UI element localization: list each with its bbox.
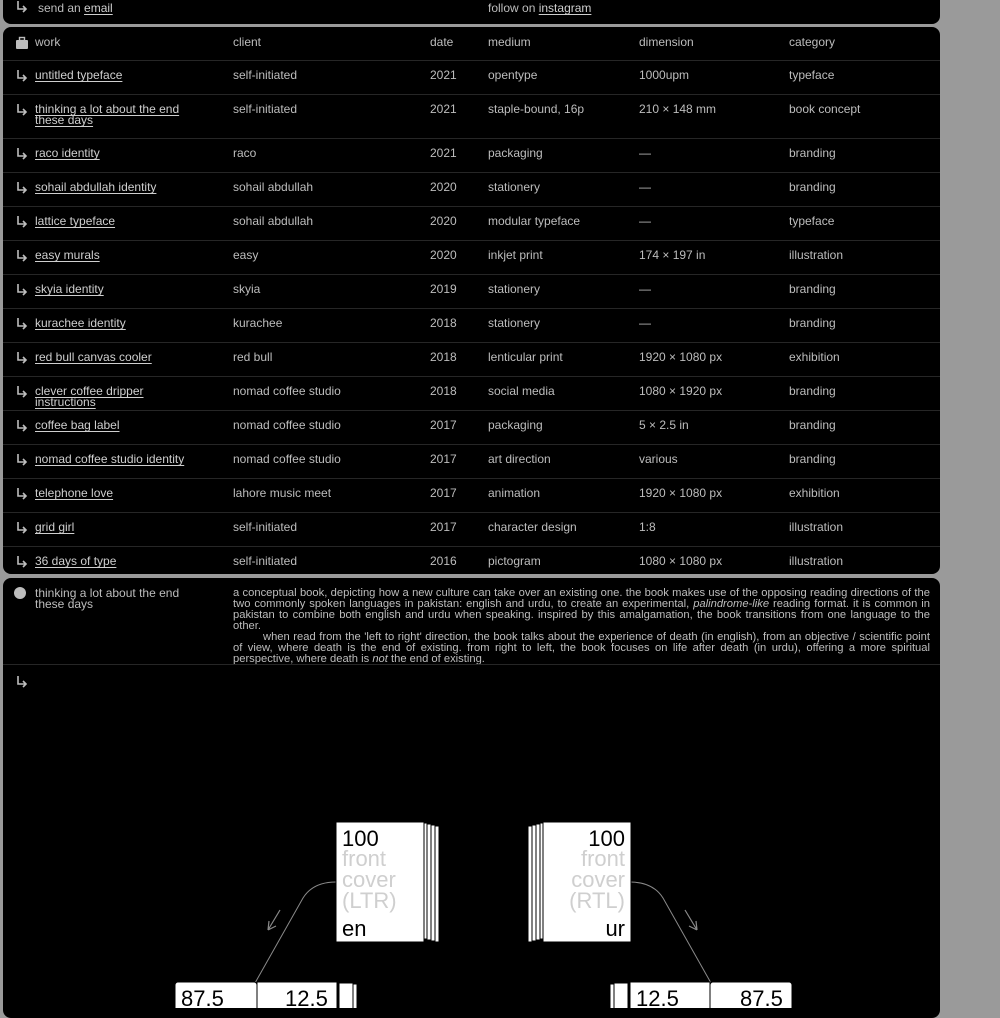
- cell-client: lahore music meet: [233, 486, 332, 500]
- cell-date: 2017: [430, 418, 457, 432]
- cell-client: sohail abdullah: [233, 180, 314, 194]
- desc-part-4: the end of existing.: [390, 653, 485, 665]
- work-link[interactable]: red bull canvas cooler: [35, 350, 152, 364]
- cell-client: red bull: [233, 350, 273, 364]
- cell-medium: lenticular print: [488, 350, 563, 364]
- email-prefix: send an: [38, 1, 81, 15]
- left-book-line2: cover: [342, 867, 396, 892]
- email-link[interactable]: email: [84, 1, 113, 15]
- cell-medium: staple-bound, 16p: [488, 102, 585, 116]
- table-row[interactable]: [3, 546, 940, 574]
- work-link[interactable]: easy murals: [35, 248, 100, 262]
- arrow-down-right-icon: [15, 555, 29, 569]
- work-link[interactable]: untitled typeface: [35, 68, 123, 82]
- cell-client: nomad coffee studio: [233, 452, 341, 466]
- right-connector-line: [630, 882, 711, 983]
- arrow-down-right-icon: [15, 69, 29, 83]
- cell-dimension: 1080 × 1920 px: [639, 384, 723, 398]
- arrow-down-right-icon: [15, 385, 29, 399]
- cell-category: illustration: [789, 520, 844, 534]
- cell-category: branding: [789, 384, 836, 398]
- cell-medium: stationery: [488, 282, 541, 296]
- cell-category: branding: [789, 452, 836, 466]
- arrow-down-right-icon: [15, 453, 29, 467]
- table-row[interactable]: [3, 94, 940, 139]
- cell-category: typeface: [789, 68, 835, 82]
- book-diagram: [3, 578, 940, 1008]
- cell-client: easy: [233, 248, 259, 262]
- work-link[interactable]: sohail abdullah identity: [35, 180, 157, 194]
- left-book-line3: (LTR): [342, 888, 397, 913]
- work-link[interactable]: coffee bag label: [35, 418, 120, 432]
- left-book-lang: en: [342, 916, 367, 941]
- header-client: client: [233, 35, 262, 49]
- work-link[interactable]: grid girl: [35, 520, 75, 534]
- instagram-line: [488, 1, 591, 15]
- cell-medium: social media: [488, 384, 555, 398]
- desc-part-3: when read from the 'left to right' direction, the book talks about the experience of death (in english), from an objective / scientific point of view, where death is the end of existing. from right to left, the book focuses on life after death (in urdu), offering a more spiritual perspective, where death is: [233, 631, 930, 665]
- project-detail: [3, 578, 940, 1018]
- arrow-down-right-icon: [15, 521, 29, 535]
- table-row[interactable]: [3, 444, 940, 479]
- table-row[interactable]: [3, 138, 940, 173]
- arrow-down-right-icon: [15, 215, 29, 229]
- cell-dimension: 210 × 148 mm: [639, 102, 717, 116]
- left-spread-b: 12.5: [285, 986, 328, 1008]
- cell-medium: art direction: [488, 452, 551, 466]
- work-link[interactable]: kurachee identity: [35, 316, 126, 330]
- arrow-down-right-icon: [15, 181, 29, 195]
- contact-strip: [3, 0, 940, 24]
- cell-medium: character design: [488, 520, 577, 534]
- cell-category: exhibition: [789, 486, 840, 500]
- table-row[interactable]: [3, 240, 940, 275]
- arrow-down-right-icon: [15, 147, 29, 161]
- work-link[interactable]: thinking a lot about the end these days: [35, 102, 180, 127]
- table-row[interactable]: [3, 410, 940, 445]
- cell-date: 2018: [430, 316, 457, 330]
- cell-dimension: —: [639, 146, 651, 160]
- cell-dimension: —: [639, 316, 651, 330]
- desc-part-1: a conceptual book, depicting how a new culture can take over an existing one. the book makes use of the opposing reading directions of the two commonly spoken languages in pakistan: english and urdu, to create an experimental,: [233, 587, 930, 610]
- cell-date: 2018: [430, 384, 457, 398]
- table-row[interactable]: [3, 376, 940, 411]
- cell-category: exhibition: [789, 350, 840, 364]
- cell-medium: animation: [488, 486, 541, 500]
- table-row[interactable]: [3, 206, 940, 241]
- left-book-line1: front: [342, 846, 387, 871]
- cell-category: branding: [789, 180, 836, 194]
- work-link[interactable]: lattice typeface: [35, 214, 116, 228]
- cell-category: book concept: [789, 102, 861, 116]
- cell-client: self-initiated: [233, 554, 298, 568]
- cell-medium: inkjet print: [488, 248, 543, 262]
- cell-dimension: 1920 × 1080 px: [639, 486, 723, 500]
- cell-date: 2017: [430, 452, 457, 466]
- right-spread-b: 87.5: [740, 986, 783, 1008]
- desc-part-2: reading format. it is common in pakistan to combine both english and urdu when speaking. inspired by this amalgamation, the book transitions from one language to the other.: [233, 598, 930, 632]
- cell-category: branding: [789, 282, 836, 296]
- table-row[interactable]: [3, 274, 940, 309]
- right-book-line2: cover: [571, 867, 625, 892]
- right-book-lang: ur: [605, 916, 625, 941]
- arrow-down-right-icon: [15, 249, 29, 263]
- right-book-line3: (RTL): [569, 888, 625, 913]
- table-row[interactable]: [3, 308, 940, 343]
- cell-medium: modular typeface: [488, 214, 581, 228]
- cell-client: self-initiated: [233, 102, 298, 116]
- cell-dimension: —: [639, 282, 651, 296]
- arrow-down-right-icon: [15, 487, 29, 501]
- table-row[interactable]: [3, 478, 940, 513]
- detail-title: thinking a lot about the end these days: [35, 586, 180, 611]
- cell-date: 2019: [430, 282, 457, 296]
- right-book-line1: front: [580, 846, 625, 871]
- cell-medium: opentype: [488, 68, 538, 82]
- arrow-down-right-icon: [15, 0, 29, 14]
- arrow-down-right-icon: [15, 283, 29, 297]
- cell-client: skyia: [233, 282, 261, 296]
- header-category: category: [789, 35, 836, 49]
- work-table: [3, 27, 940, 574]
- work-link[interactable]: nomad coffee studio identity: [35, 452, 185, 466]
- cell-date: 2020: [430, 248, 457, 262]
- right-book-page: 100: [588, 826, 625, 851]
- left-spread-a: 87.5: [181, 986, 224, 1008]
- right-spread-a: 12.5: [636, 986, 679, 1008]
- work-link[interactable]: clever coffee dripper instructions: [35, 384, 144, 409]
- cell-dimension: 1920 × 1080 px: [639, 350, 723, 364]
- cell-dimension: —: [639, 214, 651, 228]
- instagram-prefix: follow on: [488, 1, 536, 15]
- cell-dimension: 174 × 197 in: [639, 248, 706, 262]
- cell-medium: packaging: [488, 146, 543, 160]
- cell-dimension: various: [639, 452, 678, 466]
- cell-client: nomad coffee studio: [233, 418, 341, 432]
- header-date: date: [430, 35, 454, 49]
- work-link[interactable]: raco identity: [35, 146, 100, 160]
- cell-date: 2018: [430, 350, 457, 364]
- header-dimension: dimension: [639, 35, 694, 49]
- arrow-down-right-icon: [15, 103, 29, 117]
- left-book-page: 100: [342, 826, 379, 851]
- cell-category: illustration: [789, 554, 844, 568]
- cell-client: raco: [233, 146, 257, 160]
- cell-category: branding: [789, 418, 836, 432]
- cell-date: 2021: [430, 146, 457, 160]
- table-row[interactable]: [3, 342, 940, 377]
- left-connector-line: [255, 882, 336, 983]
- cell-date: 2017: [430, 486, 457, 500]
- cell-client: self-initiated: [233, 520, 298, 534]
- table-row[interactable]: [3, 512, 940, 547]
- work-link[interactable]: skyia identity: [35, 282, 104, 296]
- cell-category: branding: [789, 316, 836, 330]
- instagram-link[interactable]: instagram: [538, 1, 592, 15]
- table-header: [3, 27, 940, 61]
- header-medium: medium: [488, 35, 531, 49]
- arrow-down-right-icon: [15, 419, 29, 433]
- cell-date: 2017: [430, 520, 457, 534]
- work-link[interactable]: telephone love: [35, 486, 114, 500]
- cell-medium: pictogram: [488, 554, 541, 568]
- email-line: [38, 1, 113, 15]
- desc-emphasis-1: palindrome-like: [693, 598, 770, 610]
- cell-date: 2016: [430, 554, 457, 568]
- cell-date: 2021: [430, 68, 457, 82]
- work-link[interactable]: 36 days of type: [35, 554, 117, 568]
- cell-category: typeface: [789, 214, 835, 228]
- cell-dimension: —: [639, 180, 651, 194]
- briefcase-icon: [15, 36, 29, 50]
- cell-client: kurachee: [233, 316, 283, 330]
- arrow-down-right-icon: [15, 317, 29, 331]
- header-work: work: [35, 35, 61, 49]
- cell-date: 2021: [430, 102, 457, 116]
- cell-client: sohail abdullah: [233, 214, 314, 228]
- cell-dimension: 5 × 2.5 in: [639, 418, 689, 432]
- cell-dimension: 1:8: [639, 520, 656, 534]
- cell-medium: packaging: [488, 418, 543, 432]
- arrow-down-left-icon: [268, 910, 280, 930]
- cell-medium: stationery: [488, 180, 541, 194]
- cell-date: 2020: [430, 180, 457, 194]
- cell-category: branding: [789, 146, 836, 160]
- cell-dimension: 1000upm: [639, 68, 690, 82]
- cell-category: illustration: [789, 248, 844, 262]
- cell-medium: stationery: [488, 316, 541, 330]
- arrow-down-right-icon: [15, 351, 29, 365]
- desc-emphasis-2: not: [372, 653, 388, 665]
- arrow-down-right-icon: [685, 910, 697, 930]
- table-row[interactable]: [3, 60, 940, 95]
- cell-date: 2020: [430, 214, 457, 228]
- cell-client: nomad coffee studio: [233, 384, 341, 398]
- table-row[interactable]: [3, 172, 940, 207]
- cell-client: self-initiated: [233, 68, 298, 82]
- cell-dimension: 1080 × 1080 px: [639, 554, 723, 568]
